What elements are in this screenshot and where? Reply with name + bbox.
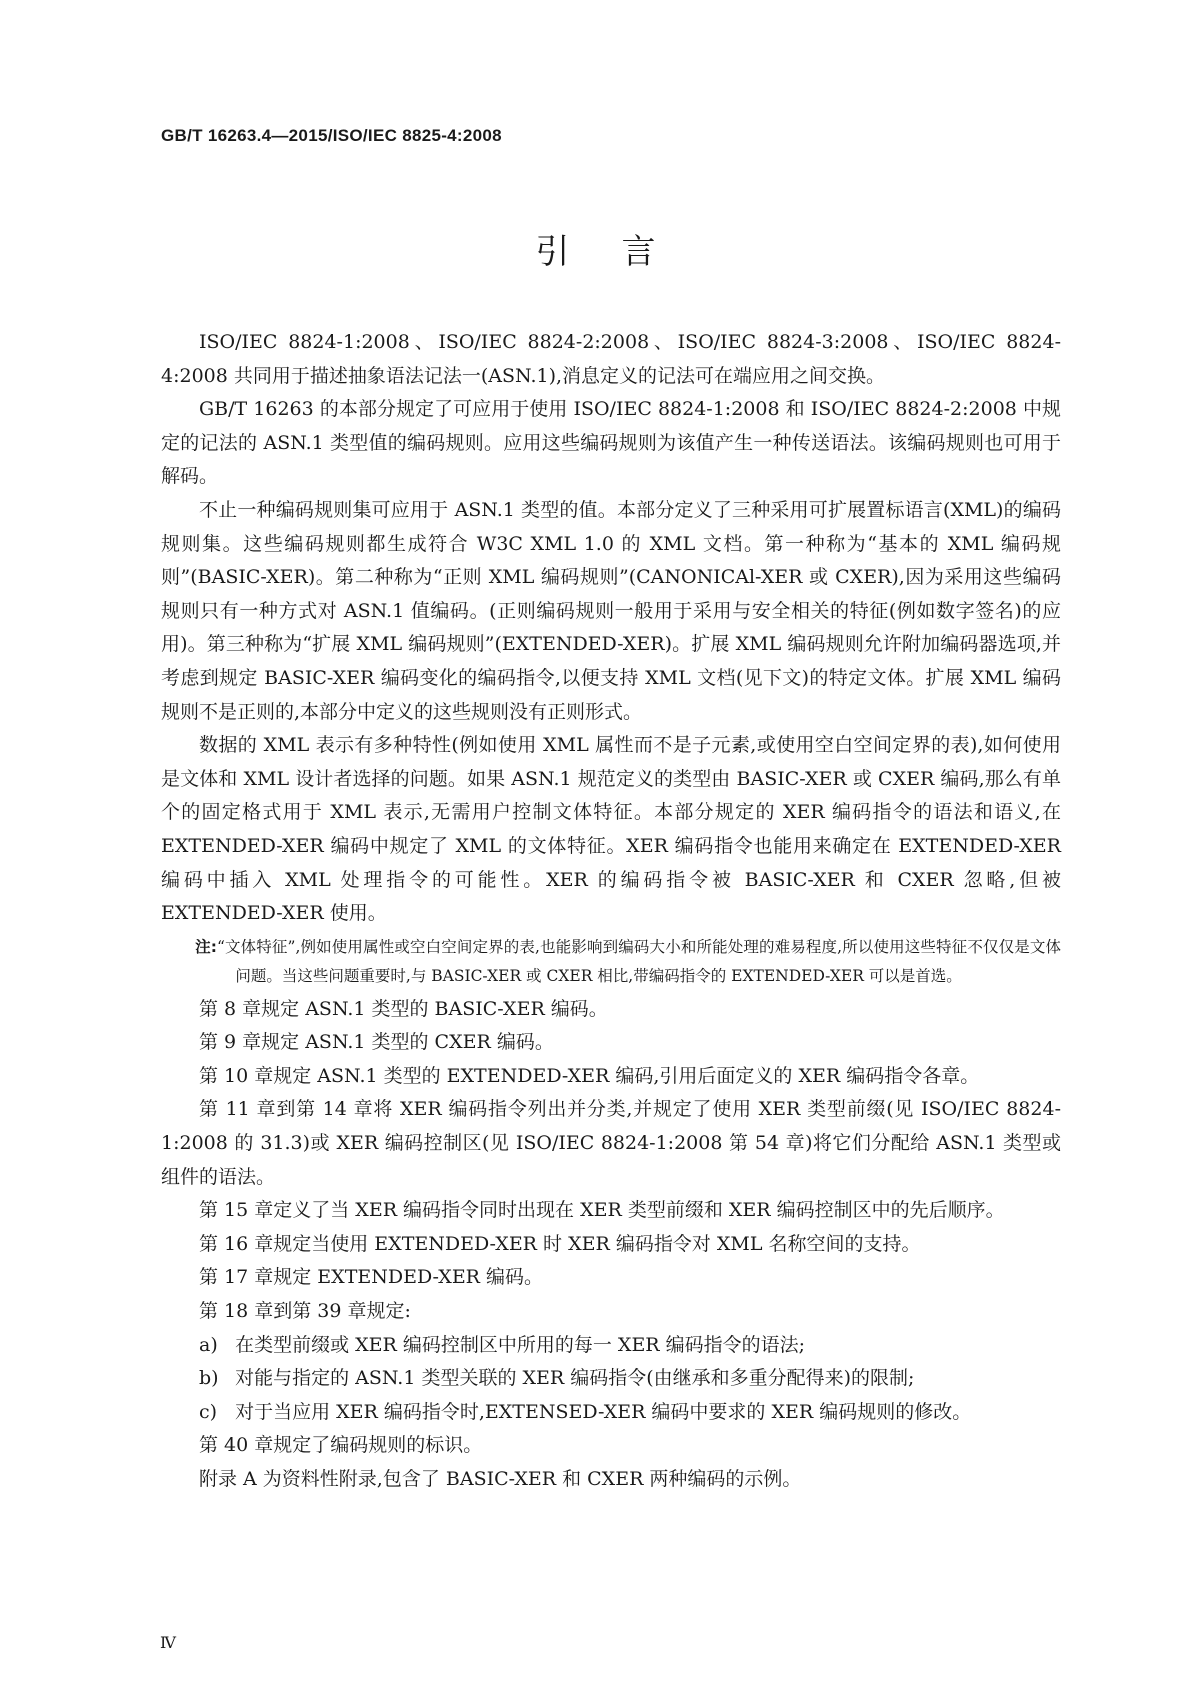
note-label: 注: (195, 937, 217, 956)
chapter-line: 附录 A 为资料性附录,包含了 BASIC-XER 和 CXER 两种编码的示例。 (199, 1468, 802, 1490)
list-text: 在类型前缀或 XER 编码控制区中所用的每一 XER 编码指令的语法; (235, 1333, 806, 1356)
chapter-line: 第 10 章规定 ASN.1 类型的 EXTENDED-XER 编码,引用后面定义的 XER 编码指令各章。 (199, 1064, 980, 1087)
document-body (161, 326, 1061, 1497)
list-item (161, 1396, 1061, 1430)
chapter-paragraph: 第 11 章到第 14 章将 XER 编码指令列出并分类,并规定了使用 XER 类型前缀(见 ISO/IEC 8824-1:2008 的 31.3)或 XER 编码控制区(见 ISO/IEC 8824-1:2008 第 54 章)将它们分配给 ASN.1 类型或组件的语法。 (161, 1098, 1061, 1188)
list-text: 对能与指定的 ASN.1 类型关联的 XER 编码指令(由继承和多重分配得来)的限制; (235, 1367, 915, 1390)
chapter-line: 第 16 章规定当使用 EXTENDED-XER 时 XER 编码指令对 XML 名称空间的支持。 (199, 1232, 921, 1255)
list-marker: c) (199, 1400, 218, 1423)
list-marker: a) (199, 1333, 218, 1356)
paragraph-intro-1: ISO/IEC 8824-1:2008、ISO/IEC 8824-2:2008、ISO/IEC 8824-3:2008、ISO/IEC 8824-4:2008 共同用于描述抽象语法记法一(ASN.1),消息定义的记法可在端应用之间交换。 (161, 331, 1061, 387)
standard-number-header: GB/T 16263.4—2015/ISO/IEC 8825-4:2008 (161, 126, 502, 145)
list-text: 对于当应用 XER 编码指令时,EXTENSED-XER 编码中要求的 XER 编码规则的修改。 (235, 1400, 972, 1423)
paragraph-intro-2: GB/T 16263 的本部分规定了可应用于使用 ISO/IEC 8824-1:2008 和 ISO/IEC 8824-2:2008 中规定的记法的 ASN.1 类型值的编码规则。应用这些编码规则为该值产生一种传送语法。该编码规则也可用于解码。 (161, 398, 1061, 488)
chapter-line: 第 8 章规定 ASN.1 类型的 BASIC-XER 编码。 (199, 997, 608, 1020)
chapter-line: 第 15 章定义了当 XER 编码指令同时出现在 XER 类型前缀和 XER 编码控制区中的先后顺序。 (199, 1199, 1005, 1222)
chapter-line: 第 9 章规定 ASN.1 类型的 CXER 编码。 (199, 1031, 554, 1054)
page-number: Ⅳ (160, 1633, 176, 1652)
chapter-line: 第 18 章到第 39 章规定: (199, 1300, 411, 1323)
note (161, 933, 1061, 991)
list-item (161, 1362, 1061, 1396)
chapter-line: 第 40 章规定了编码规则的标识。 (199, 1434, 483, 1457)
section-title: 引言 (535, 232, 708, 272)
list-marker: b) (199, 1367, 219, 1390)
chapter-line: 第 17 章规定 EXTENDED-XER 编码。 (199, 1266, 544, 1289)
paragraph-intro-3: 不止一种编码规则集可应用于 ASN.1 类型的值。本部分定义了三种采用可扩展置标语言(XML)的编码规则集。这些编码规则都生成符合 W3C XML 1.0 的 XML 文档。第一种称为“基本的 XML 编码规则”(BASIC-XER)。第二种称为“正则 XML 编码规则”(CANONICAl-XER 或 CXER),因为采用这些编码规则只有一种方式对 ASN.1 值编码。(正则编码规则一般用于采用与安全相关的特征(例如数字签名)的应用)。第三种称为“扩展 XML 编码规则”(EXTENDED-XER)。扩展 XML 编码规则允许附加编码器选项,并考虑到规定 BASIC-XER 编码变化的编码指令,以便支持 XML 文档(见下文)的特定文体。扩展 XML 编码规则不是正则的,本部分中定义的这些规则没有正则形式。 (161, 498, 1061, 723)
note-text: “文体特征”,例如使用属性或空白空间定界的表,也能影响到编码大小和所能处理的难易程度,所以使用这些特征不仅仅是文体问题。当这些问题重要时,与 BASIC-XER 或 CXER 相比,带编码指令的 EXTENDED-XER 可以是首选。 (216, 937, 1061, 985)
list-item (161, 1329, 1061, 1363)
paragraph-intro-4: 数据的 XML 表示有多种特性(例如使用 XML 属性而不是子元素,或使用空白空间定界的表),如何使用是文体和 XML 设计者选择的问题。如果 ASN.1 规范定义的类型由 BASIC-XER 或 CXER 编码,那么有单个的固定格式用于 XML 表示,无需用户控制文体特征。本部分规定的 XER 编码指令的语法和语义,在 EXTENDED-XER 编码中规定了 XML 的文体特征。XER 编码指令也能用来确定在 EXTENDED-XER 编码中插入 XML 处理指令的可能性。XER 的编码指令被 BASIC-XER 和 CXER 忽略,但被 EXTENDED-XER 使用。 (161, 734, 1061, 925)
